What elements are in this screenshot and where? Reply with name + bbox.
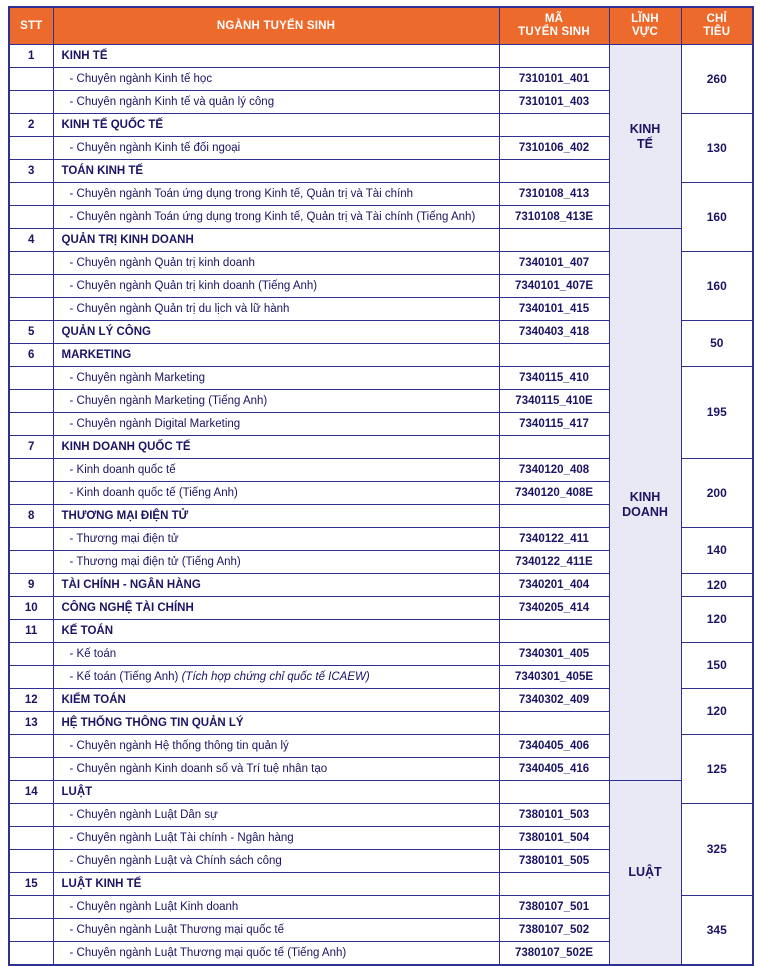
- cell-specialization-name: - Chuyên ngành Luật Tài chính - Ngân hàng: [53, 827, 499, 850]
- cell-stt: [9, 850, 53, 873]
- cell-quota: 260: [681, 45, 753, 114]
- cell-specialization-name: - Kinh doanh quốc tế (Tiếng Anh): [53, 482, 499, 505]
- cell-quota: 125: [681, 735, 753, 804]
- cell-stt: 1: [9, 45, 53, 68]
- cell-code: 7310106_402: [499, 137, 609, 160]
- cell-quota: 150: [681, 643, 753, 689]
- cell-quota: 160: [681, 183, 753, 252]
- cell-code: [499, 114, 609, 137]
- cell-code: 7340122_411: [499, 528, 609, 551]
- cell-stt: [9, 919, 53, 942]
- cell-major-name: CÔNG NGHỆ TÀI CHÍNH: [53, 597, 499, 620]
- column-header-field-line2: VỰC: [631, 26, 659, 39]
- cell-code: 7340101_407: [499, 252, 609, 275]
- cell-stt: [9, 643, 53, 666]
- cell-code: 7340120_408: [499, 459, 609, 482]
- cell-code: [499, 344, 609, 367]
- cell-specialization-name: - Chuyên ngành Hệ thống thông tin quản lý: [53, 735, 499, 758]
- cell-code: 7340115_410: [499, 367, 609, 390]
- cell-code: [499, 229, 609, 252]
- cell-quota: 120: [681, 597, 753, 643]
- cell-stt: [9, 390, 53, 413]
- cell-specialization-name: - Kế toán (Tiếng Anh) (Tích hợp chứng chỉ quốc tế ICAEW): [53, 666, 499, 689]
- cell-stt: 13: [9, 712, 53, 735]
- cell-stt: [9, 459, 53, 482]
- table-body: [9, 45, 753, 966]
- cell-code: 7340120_408E: [499, 482, 609, 505]
- cell-stt: [9, 137, 53, 160]
- cell-specialization-name: - Chuyên ngành Luật và Chính sách công: [53, 850, 499, 873]
- cell-quota: 195: [681, 367, 753, 459]
- cell-stt: 10: [9, 597, 53, 620]
- cell-quota: 120: [681, 689, 753, 735]
- table-row: [9, 781, 753, 804]
- cell-field: KINH TẾ: [609, 45, 681, 229]
- cell-code: [499, 620, 609, 643]
- cell-stt: 8: [9, 505, 53, 528]
- column-header-code-line2: TUYỂN SINH: [518, 26, 590, 39]
- column-header-code: [499, 7, 609, 45]
- cell-stt: [9, 758, 53, 781]
- cell-specialization-name: - Kinh doanh quốc tế: [53, 459, 499, 482]
- cell-specialization-name: - Chuyên ngành Quản trị du lịch và lữ hành: [53, 298, 499, 321]
- cell-stt: [9, 482, 53, 505]
- cell-major-name: KIỂM TOÁN: [53, 689, 499, 712]
- cell-quota: 50: [681, 321, 753, 367]
- cell-stt: [9, 68, 53, 91]
- cell-stt: 2: [9, 114, 53, 137]
- cell-code: [499, 436, 609, 459]
- cell-quota: 120: [681, 574, 753, 597]
- column-header-name: NGÀNH TUYỂN SINH: [53, 7, 499, 45]
- cell-code: 7340301_405: [499, 643, 609, 666]
- cell-stt: 15: [9, 873, 53, 896]
- cell-code: 7380101_505: [499, 850, 609, 873]
- cell-code: 7340405_416: [499, 758, 609, 781]
- cell-code: [499, 45, 609, 68]
- cell-specialization-name: - Chuyên ngành Luật Thương mại quốc tế (Tiếng Anh): [53, 942, 499, 966]
- cell-major-name: KINH DOANH QUỐC TẾ: [53, 436, 499, 459]
- cell-specialization-name: - Thương mại điện tử: [53, 528, 499, 551]
- cell-major-name: KINH TẾ QUỐC TẾ: [53, 114, 499, 137]
- column-header-quota: [681, 7, 753, 45]
- cell-specialization-name: - Chuyên ngành Kinh doanh số và Trí tuệ nhân tạo: [53, 758, 499, 781]
- cell-code: 7340403_418: [499, 321, 609, 344]
- cell-code: 7310108_413E: [499, 206, 609, 229]
- cell-stt: [9, 666, 53, 689]
- column-header-field-line1: LĨNH: [631, 13, 659, 25]
- cell-quota: 345: [681, 896, 753, 966]
- cell-specialization-name: - Chuyên ngành Luật Dân sự: [53, 804, 499, 827]
- cell-major-name: LUẬT: [53, 781, 499, 804]
- cell-major-name: KẾ TOÁN: [53, 620, 499, 643]
- cell-specialization-name: - Chuyên ngành Marketing: [53, 367, 499, 390]
- column-header-quota-line2: TIÊU: [703, 26, 731, 39]
- cell-stt: 5: [9, 321, 53, 344]
- table-header: [9, 7, 753, 45]
- header-row: [9, 7, 753, 45]
- cell-code: [499, 781, 609, 804]
- cell-stt: [9, 367, 53, 390]
- table-row: [9, 229, 753, 252]
- cell-major-name: TOÁN KINH TẾ: [53, 160, 499, 183]
- cell-stt: [9, 551, 53, 574]
- cell-major-name: THƯƠNG MẠI ĐIỆN TỬ: [53, 505, 499, 528]
- cell-specialization-name: - Chuyên ngành Toán ứng dụng trong Kinh tế, Quản trị và Tài chính (Tiếng Anh): [53, 206, 499, 229]
- cell-code: 7310101_403: [499, 91, 609, 114]
- cell-specialization-name: - Chuyên ngành Toán ứng dụng trong Kinh tế, Quản trị và Tài chính: [53, 183, 499, 206]
- cell-stt: 14: [9, 781, 53, 804]
- cell-code: 7380107_501: [499, 896, 609, 919]
- cell-quota: 140: [681, 528, 753, 574]
- column-header-quota-line1: CHỈ: [706, 13, 727, 25]
- cell-major-name: LUẬT KINH TẾ: [53, 873, 499, 896]
- cell-code: [499, 160, 609, 183]
- cell-stt: [9, 91, 53, 114]
- cell-major-name: KINH TẾ: [53, 45, 499, 68]
- cell-field: KINH DOANH: [609, 229, 681, 781]
- cell-specialization-name: - Chuyên ngành Kinh tế và quản lý công: [53, 91, 499, 114]
- cell-quota: 325: [681, 804, 753, 896]
- cell-specialization-name: - Chuyên ngành Quản trị kinh doanh: [53, 252, 499, 275]
- cell-major-name: HỆ THỐNG THÔNG TIN QUẢN LÝ: [53, 712, 499, 735]
- cell-code: 7340301_405E: [499, 666, 609, 689]
- cell-major-name: QUẢN LÝ CÔNG: [53, 321, 499, 344]
- cell-code: 7380101_503: [499, 804, 609, 827]
- cell-stt: [9, 804, 53, 827]
- cell-stt: [9, 735, 53, 758]
- cell-specialization-name: - Chuyên ngành Quản trị kinh doanh (Tiếng Anh): [53, 275, 499, 298]
- cell-stt: [9, 413, 53, 436]
- cell-stt: 9: [9, 574, 53, 597]
- cell-stt: [9, 896, 53, 919]
- cell-stt: 11: [9, 620, 53, 643]
- cell-specialization-name: - Chuyên ngành Kinh tế đối ngoại: [53, 137, 499, 160]
- cell-code: 7340201_404: [499, 574, 609, 597]
- cell-specialization-name: - Chuyên ngành Kinh tế học: [53, 68, 499, 91]
- cell-code: 7310108_413: [499, 183, 609, 206]
- cell-stt: 7: [9, 436, 53, 459]
- cell-quota: 130: [681, 114, 753, 183]
- cell-major-name: MARKETING: [53, 344, 499, 367]
- cell-major-name: TÀI CHÍNH - NGÂN HÀNG: [53, 574, 499, 597]
- cell-specialization-name: - Thương mại điện tử (Tiếng Anh): [53, 551, 499, 574]
- cell-specialization-name: - Kế toán: [53, 643, 499, 666]
- cell-stt: 4: [9, 229, 53, 252]
- cell-major-name: QUẢN TRỊ KINH DOANH: [53, 229, 499, 252]
- cell-quota: 160: [681, 252, 753, 321]
- cell-specialization-name: - Chuyên ngành Luật Kinh doanh: [53, 896, 499, 919]
- cell-specialization-name: - Chuyên ngành Marketing (Tiếng Anh): [53, 390, 499, 413]
- admissions-table: [8, 6, 754, 966]
- cell-quota: 200: [681, 459, 753, 528]
- cell-code: 7340205_414: [499, 597, 609, 620]
- cell-stt: 3: [9, 160, 53, 183]
- cell-code: 7380107_502: [499, 919, 609, 942]
- table-row: [9, 45, 753, 68]
- cell-stt: [9, 206, 53, 229]
- cell-field: LUẬT: [609, 781, 681, 966]
- cell-specialization-name: - Chuyên ngành Luật Thương mại quốc tế: [53, 919, 499, 942]
- cell-stt: [9, 183, 53, 206]
- cell-stt: 12: [9, 689, 53, 712]
- cell-stt: [9, 275, 53, 298]
- cell-stt: [9, 827, 53, 850]
- cell-code: 7380101_504: [499, 827, 609, 850]
- cell-code: [499, 712, 609, 735]
- cell-code: 7310101_401: [499, 68, 609, 91]
- cell-code: 7380107_502E: [499, 942, 609, 966]
- cell-stt: 6: [9, 344, 53, 367]
- column-header-code-line1: MÃ: [544, 13, 564, 25]
- cell-code: 7340101_407E: [499, 275, 609, 298]
- cell-code: [499, 873, 609, 896]
- cell-name-note: (Tích hợp chứng chỉ quốc tế ICAEW): [181, 671, 370, 684]
- cell-code: 7340101_415: [499, 298, 609, 321]
- cell-specialization-name: - Chuyên ngành Digital Marketing: [53, 413, 499, 436]
- cell-stt: [9, 942, 53, 966]
- cell-stt: [9, 252, 53, 275]
- cell-code: 7340405_406: [499, 735, 609, 758]
- cell-code: 7340302_409: [499, 689, 609, 712]
- cell-code: 7340115_410E: [499, 390, 609, 413]
- cell-code: [499, 505, 609, 528]
- cell-stt: [9, 298, 53, 321]
- cell-code: 7340115_417: [499, 413, 609, 436]
- column-header-stt: STT: [9, 7, 53, 45]
- column-header-field: [609, 7, 681, 45]
- cell-stt: [9, 528, 53, 551]
- cell-code: 7340122_411E: [499, 551, 609, 574]
